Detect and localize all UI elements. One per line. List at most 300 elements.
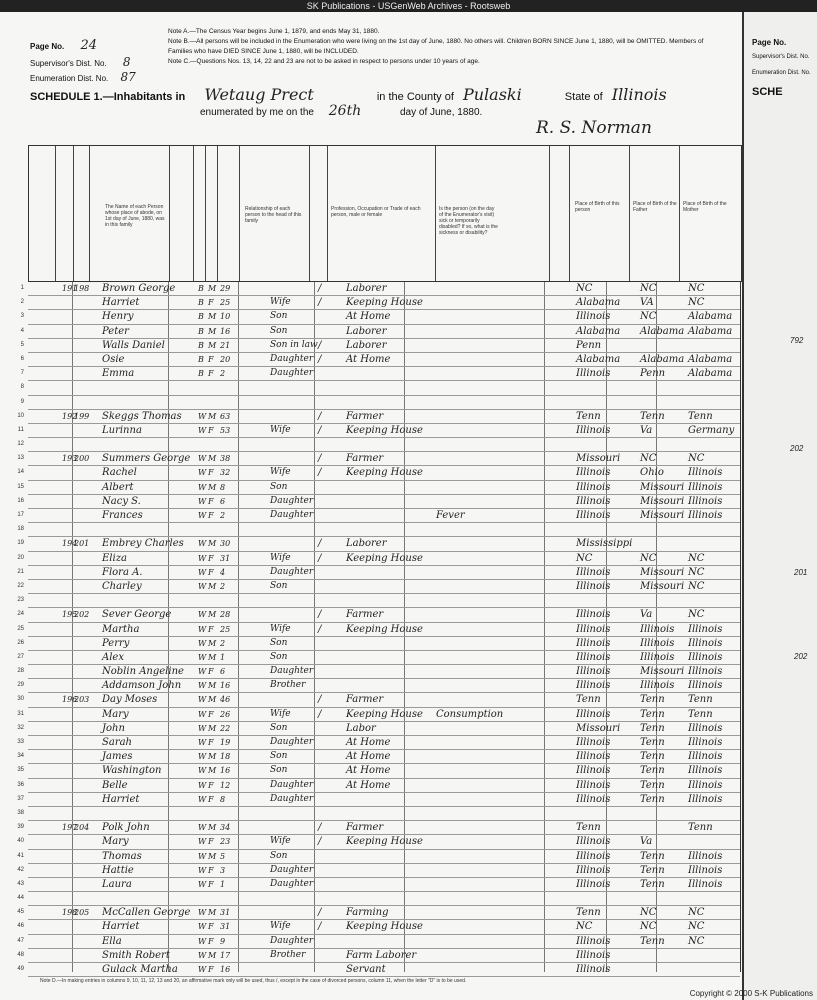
person-sex: F	[208, 738, 214, 747]
row-number: 39	[17, 824, 24, 831]
row-number: 24	[17, 611, 24, 618]
father-birthplace: NC	[640, 453, 657, 465]
person-age: 20	[220, 354, 231, 364]
birthplace: Illinois	[576, 566, 611, 578]
father-birthplace: Tenn	[640, 722, 665, 734]
person-sex: M	[208, 454, 217, 464]
birthplace: Illinois	[576, 368, 611, 380]
person-age: 2	[220, 511, 226, 520]
person-sex: F	[208, 468, 214, 478]
birthplace: Penn	[576, 339, 602, 351]
row-number: 16	[17, 497, 24, 504]
person-color: W	[198, 624, 207, 634]
table-row	[17, 523, 740, 537]
person-name: Eliza	[102, 552, 127, 564]
row-number: 34	[17, 753, 24, 760]
person-name: Frances	[102, 510, 143, 521]
person-name: Rachel	[102, 467, 137, 479]
person-sex: F	[208, 369, 214, 379]
mother-birthplace: Alabama	[688, 368, 733, 380]
person-name: Hattie	[102, 864, 134, 876]
row-number: 27	[17, 653, 24, 660]
father-birthplace: Tenn	[640, 765, 665, 777]
person-sex: M	[208, 581, 217, 591]
father-birthplace: Missouri	[640, 580, 685, 592]
mother-birthplace: NC	[688, 907, 705, 919]
person-color: W	[198, 667, 207, 677]
mother-birthplace: Illinois	[688, 864, 723, 876]
person-color: W	[198, 610, 207, 620]
person-sex: M	[208, 284, 217, 293]
table-row	[17, 850, 740, 864]
occupation: Farmer	[346, 453, 384, 465]
birthplace: Illinois	[576, 737, 611, 748]
father-birthplace: Penn	[640, 368, 666, 380]
adjacent-page-strip	[742, 12, 817, 1000]
occupation: Laborer	[346, 325, 387, 337]
mother-birthplace: Illinois	[688, 737, 723, 748]
birthplace: Tenn	[576, 822, 601, 834]
person-sex: M	[208, 539, 217, 549]
mother-birthplace: Illinois	[688, 481, 723, 493]
mother-birthplace: Illinois	[688, 637, 723, 649]
table-row	[17, 438, 740, 452]
relationship: Wife	[270, 623, 291, 634]
row-number: 22	[17, 582, 24, 589]
table-row	[17, 949, 740, 963]
occupation: Keeping House	[346, 297, 423, 309]
source-banner: SK Publications - USGenWeb Archives - Rootsweb	[0, 0, 817, 12]
person-sex: F	[208, 354, 214, 364]
row-number: 25	[17, 625, 24, 632]
table-row	[17, 481, 740, 495]
mother-birthplace: NC	[688, 580, 705, 592]
table-row	[17, 552, 740, 566]
person-age: 23	[220, 837, 231, 847]
relationship: Son	[270, 850, 288, 861]
note-b: Note B.—All persons will be included in the Enumeration who were living on the 1st day of June, 1880. No others will. Children BORN SINCE June 1, 1880, will be OMITTED. Members of Families who have DIED SINCE June 1, 1880, will be INCLUDED.	[168, 38, 704, 55]
birthplace: Illinois	[576, 481, 611, 493]
relationship: Daughter	[270, 353, 314, 364]
person-color: W	[198, 553, 207, 563]
mother-birthplace: Tenn	[688, 410, 713, 422]
birthplace: NC	[576, 921, 593, 933]
supervisor-dist	[30, 55, 131, 69]
enumeration-dist	[30, 70, 136, 84]
row-number: 41	[17, 852, 24, 859]
right-schedule: SCHE	[752, 86, 783, 98]
occupation: Keeping House	[346, 623, 423, 635]
father-birthplace: NC	[640, 921, 657, 933]
person-name: Henry	[102, 311, 134, 323]
schedule-line	[30, 85, 667, 104]
father-birthplace: Missouri	[640, 481, 685, 493]
person-sex: F	[208, 837, 214, 847]
person-age: 21	[220, 340, 231, 350]
enumerated-suffix: day of June, 1880.	[400, 107, 483, 118]
person-sex: M	[208, 482, 217, 492]
supervisor-value: 8	[122, 55, 131, 69]
mother-birthplace: Tenn	[688, 822, 713, 834]
table-row	[17, 651, 740, 665]
person-name: Alex	[102, 651, 124, 663]
person-age: 6	[220, 667, 226, 677]
person-name: Emma	[102, 368, 135, 380]
row-number: 3	[20, 313, 24, 320]
civil-status-mark: /	[318, 424, 322, 436]
person-name: Walls Daniel	[102, 339, 165, 351]
row-number: 49	[17, 966, 24, 972]
person-sex: M	[208, 823, 217, 833]
mother-birthplace: NC	[688, 566, 705, 578]
table-row	[20, 310, 740, 324]
family-number: 198	[74, 284, 90, 293]
person-sex: F	[208, 567, 214, 577]
father-birthplace: Va	[640, 609, 653, 621]
right-number-2: 202	[790, 444, 804, 453]
mother-birthplace: NC	[688, 283, 705, 294]
person-age: 5	[220, 851, 226, 861]
person-sex: F	[208, 425, 214, 435]
table-row	[17, 410, 740, 424]
person-color: W	[198, 411, 207, 421]
header-name: The Name of each Person whose place of abode, on 1st day of June, 1880, was in this family	[105, 204, 165, 228]
person-color: W	[198, 780, 207, 790]
person-color: B	[198, 312, 204, 322]
enumerator-signature: R. S. Norman	[536, 118, 652, 138]
header-health: Is the person (on the day of the Enumerator's visit) sick or temporarily disabled? If so, what is the sickness or disability?	[439, 206, 498, 236]
table-row	[17, 665, 740, 679]
person-name: Harriet	[102, 297, 140, 309]
right-page-no: Page No.	[752, 38, 787, 47]
row-number: 6	[20, 355, 24, 362]
person-color: W	[198, 794, 207, 804]
note-a: Note A.—The Census Year begins June 1, 1879, and ends May 31, 1880.	[168, 28, 380, 35]
person-name: Martha	[102, 623, 140, 635]
occupation: Farmer	[346, 822, 384, 834]
father-birthplace: VA	[640, 297, 654, 309]
family-number: 199	[74, 411, 90, 421]
enumerated-label: enumerated by me on the	[200, 107, 314, 118]
person-sex: M	[208, 326, 217, 336]
row-number: 32	[17, 724, 24, 731]
person-sex: F	[208, 709, 214, 719]
person-color: W	[198, 468, 207, 478]
father-birthplace: Alabama	[640, 353, 685, 365]
person-sex: M	[208, 950, 217, 960]
occupation: At Home	[346, 751, 391, 763]
person-age: 53	[220, 425, 231, 435]
person-age: 28	[220, 610, 231, 620]
occupation: Laborer	[346, 538, 387, 550]
person-name: Noblin Angeline	[102, 666, 184, 678]
person-sex: M	[208, 652, 217, 662]
occupation: Farmer	[346, 410, 384, 422]
relationship: Son	[270, 325, 288, 336]
person-name: Albert	[102, 481, 134, 493]
father-birthplace: Missouri	[640, 495, 685, 507]
occupation: Keeping House	[346, 836, 423, 848]
birthplace: Illinois	[576, 424, 611, 436]
table-row	[17, 793, 740, 807]
mother-birthplace: Illinois	[688, 666, 723, 678]
father-birthplace: NC	[640, 311, 657, 323]
person-color: W	[198, 723, 207, 733]
person-name: Addamson John	[102, 680, 182, 692]
table-row	[20, 325, 740, 339]
person-age: 19	[220, 738, 231, 747]
father-birthplace: Tenn	[640, 793, 665, 805]
mother-birthplace: Tenn	[688, 708, 713, 720]
table-row	[20, 296, 740, 310]
person-color: W	[198, 638, 207, 648]
person-name: Skeggs Thomas	[102, 410, 182, 422]
relationship: Daughter	[270, 779, 314, 790]
person-age: 46	[220, 695, 231, 705]
person-age: 16	[220, 965, 231, 974]
birthplace: NC	[576, 552, 593, 564]
civil-status-mark: /	[318, 836, 322, 848]
table-row	[17, 722, 740, 736]
occupation: Keeping House	[346, 921, 423, 933]
civil-status-mark: /	[318, 339, 322, 351]
column-header-block	[28, 145, 742, 282]
supervisor-label: Supervisor's Dist. No.	[30, 59, 107, 68]
birthplace: Illinois	[576, 580, 611, 592]
father-birthplace: Missouri	[640, 510, 685, 521]
schedule-place: Wetaug Prect	[204, 85, 314, 104]
person-sex: F	[208, 667, 214, 677]
mother-birthplace: Illinois	[688, 850, 723, 862]
person-color: W	[198, 581, 207, 591]
person-color: B	[198, 298, 204, 308]
civil-status-mark: /	[318, 694, 322, 706]
person-color: B	[198, 284, 204, 293]
census-notes	[168, 27, 728, 67]
relationship: Wife	[270, 552, 291, 563]
birthplace: Illinois	[576, 836, 611, 848]
person-color: W	[198, 851, 207, 861]
relationship: Wife	[270, 921, 291, 932]
table-row	[17, 920, 740, 934]
father-birthplace: NC	[640, 283, 657, 294]
table-row	[20, 282, 740, 296]
mother-birthplace: Illinois	[688, 765, 723, 777]
table-row	[17, 679, 740, 693]
birthplace: Illinois	[576, 765, 611, 777]
row-number: 35	[17, 767, 24, 774]
enumerated-line	[200, 103, 482, 119]
person-sex: F	[208, 865, 214, 875]
header-mother: Place of Birth of the Mother	[683, 201, 727, 213]
person-sex: F	[208, 794, 214, 804]
county-value: Pulaski	[462, 85, 522, 104]
right-number-4: 202	[794, 652, 808, 661]
relationship: Son	[270, 651, 288, 662]
dwelling-number: 196	[62, 695, 78, 705]
occupation: Keeping House	[346, 467, 423, 479]
person-age: 63	[220, 411, 231, 421]
person-sex: M	[208, 312, 217, 322]
person-color: W	[198, 965, 207, 974]
table-row	[17, 906, 740, 920]
father-birthplace: Alabama	[640, 325, 685, 337]
person-color: B	[198, 340, 204, 350]
family-number: 205	[74, 908, 90, 918]
person-age: 31	[220, 908, 231, 918]
civil-status-mark: /	[318, 822, 322, 834]
footer-note: Note D.—In making entries in columns 9, 10, 11, 12, 13 and 20, an affirmative mark only will be used, thus /, except in the case of divorced persons, column 11, when the letter "D" is to be used.	[40, 978, 467, 984]
relationship: Brother	[270, 949, 306, 960]
birthplace: Illinois	[576, 878, 611, 890]
person-age: 2	[220, 369, 226, 379]
mother-birthplace: Illinois	[688, 510, 723, 521]
person-name: Summers George	[102, 453, 191, 465]
enumeration-label: Enumeration Dist. No.	[30, 74, 109, 83]
person-color: W	[198, 681, 207, 691]
person-name: Thomas	[102, 850, 142, 862]
mother-birthplace: NC	[688, 935, 705, 947]
person-name: Mary	[102, 836, 129, 848]
birthplace: Alabama	[576, 325, 621, 337]
person-age: 16	[220, 766, 231, 776]
table-row	[17, 466, 740, 480]
dwelling-number: 195	[62, 610, 78, 620]
birthplace: Illinois	[576, 864, 611, 876]
person-age: 25	[220, 624, 231, 634]
birthplace: Illinois	[576, 949, 611, 961]
occupation: Farming	[346, 907, 389, 919]
row-number: 18	[17, 526, 24, 533]
table-row	[17, 963, 740, 977]
relationship: Daughter	[270, 935, 314, 946]
person-age: 8	[220, 482, 226, 492]
person-color: W	[198, 752, 207, 762]
person-sex: M	[208, 723, 217, 733]
birthplace: Tenn	[576, 694, 601, 706]
table-row	[17, 693, 740, 707]
civil-status-mark: /	[318, 609, 322, 621]
row-number: 23	[17, 597, 24, 604]
civil-status-mark: /	[318, 708, 322, 720]
person-age: 8	[220, 794, 226, 804]
person-age: 6	[220, 496, 226, 506]
father-birthplace: Tenn	[640, 878, 665, 890]
header-relationship: Relationship of each person to the head of this family	[245, 206, 302, 224]
row-number: 8	[20, 384, 24, 391]
birthplace: Illinois	[576, 623, 611, 635]
family-number: 203	[74, 695, 90, 705]
civil-status-mark: /	[318, 297, 322, 309]
father-birthplace: Ohio	[640, 467, 664, 479]
row-number: 5	[20, 341, 24, 348]
birthplace: Illinois	[576, 510, 611, 521]
person-sex: F	[208, 879, 214, 889]
civil-status-mark: /	[318, 921, 322, 933]
birthplace: Alabama	[576, 297, 621, 309]
person-age: 10	[220, 312, 231, 322]
right-enumeration: Enumeration Dist. No.	[752, 70, 811, 76]
person-age: 25	[220, 298, 231, 308]
mother-birthplace: NC	[688, 552, 705, 564]
dwelling-number: 192	[62, 411, 78, 421]
person-color: W	[198, 865, 207, 875]
person-age: 26	[220, 709, 231, 719]
person-age: 4	[220, 567, 226, 577]
mother-birthplace: Illinois	[688, 878, 723, 890]
person-color: W	[198, 425, 207, 435]
person-name: Perry	[102, 637, 130, 649]
row-number: 21	[17, 568, 24, 575]
person-name: Smith Robert	[102, 949, 170, 961]
row-number: 33	[17, 739, 24, 745]
census-rows	[17, 282, 740, 977]
birthplace: Illinois	[576, 793, 611, 805]
dwelling-number: 193	[62, 454, 78, 464]
occupation: At Home	[346, 765, 391, 777]
relationship: Daughter	[270, 510, 314, 520]
person-sex: M	[208, 752, 217, 762]
birthplace: Illinois	[576, 651, 611, 663]
family-number: 202	[74, 610, 90, 620]
table-row	[17, 821, 740, 835]
person-name: James	[102, 751, 133, 763]
occupation: At Home	[346, 353, 391, 365]
relationship: Wife	[270, 424, 291, 435]
person-age: 16	[220, 681, 231, 691]
table-row	[17, 608, 740, 622]
table-row	[17, 537, 740, 551]
row-number: 47	[17, 937, 24, 944]
person-age: 34	[220, 823, 231, 833]
birthplace: Alabama	[576, 353, 621, 365]
relationship: Wife	[270, 467, 291, 478]
mother-birthplace: NC	[688, 297, 705, 309]
relationship: Daughter	[270, 566, 314, 577]
person-sex: F	[208, 965, 214, 974]
person-color: B	[198, 326, 204, 336]
table-row	[17, 594, 740, 608]
person-color: W	[198, 936, 207, 946]
person-sex: F	[208, 511, 214, 520]
row-number: 26	[17, 639, 24, 646]
person-color: W	[198, 908, 207, 918]
person-age: 1	[220, 879, 226, 889]
birthplace: Illinois	[576, 850, 611, 862]
mother-birthplace: NC	[688, 609, 705, 621]
copyright: Copyright © 2000 S-K Publications	[689, 989, 813, 998]
row-number: 46	[17, 923, 24, 930]
page-no	[30, 38, 97, 53]
relationship: Daughter	[270, 495, 314, 506]
person-age: 1	[220, 652, 226, 662]
row-number: 31	[17, 710, 24, 717]
row-number: 20	[17, 554, 24, 561]
mother-birthplace: Alabama	[688, 353, 733, 365]
person-color: W	[198, 709, 207, 719]
mother-birthplace: NC	[688, 453, 705, 465]
row-number: 13	[17, 455, 24, 462]
table-row	[17, 736, 740, 750]
row-number: 28	[17, 668, 24, 675]
header-father: Place of Birth of the Father	[633, 201, 677, 213]
person-age: 31	[220, 553, 231, 563]
father-birthplace: Va	[640, 424, 653, 436]
birthplace: Illinois	[576, 495, 611, 507]
person-sex: F	[208, 624, 214, 634]
mother-birthplace: NC	[688, 921, 705, 933]
father-birthplace: Missouri	[640, 566, 685, 578]
